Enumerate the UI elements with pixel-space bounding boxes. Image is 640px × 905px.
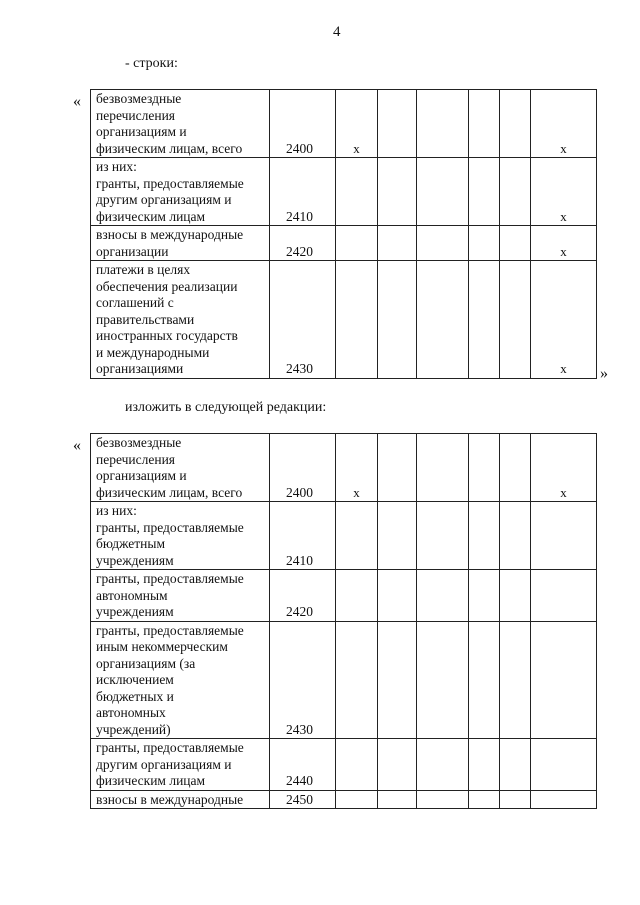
row-name-line: автономных [96,705,166,720]
row-code-cell: 2450 [270,790,336,809]
row-value-cell [469,90,500,158]
new-rows-table [90,433,597,809]
row-value-cell [417,790,469,809]
row-value-cell [417,502,469,570]
row-value-cell [336,502,378,570]
row-value-cell [336,158,378,226]
row-name-cell [91,502,270,570]
row-value-cell [336,739,378,791]
row-code-cell: 2420 [270,226,336,261]
row-value-cell [336,226,378,261]
old-rows-table [90,89,597,379]
row-name-line: физическим лицам, всего [96,484,243,500]
row-value-cell: x [531,261,597,379]
row-value-cell [336,790,378,809]
row-name-line: организациям и [96,468,187,483]
row-name-line: безвозмездные [96,91,182,106]
row-code-cell: 2430 [270,621,336,739]
row-name-line: организациям и [96,124,187,139]
row-name-cell [91,739,270,791]
row-value-cell [417,261,469,379]
row-name-line: организации [96,243,169,259]
row-name-line: платежи в целях [96,262,191,277]
table-row [91,790,597,809]
row-name-cell [91,90,270,158]
row-name-line: обеспечения реализации [96,278,238,294]
row-code-cell: 2400 [270,434,336,502]
closing-quote: » [600,365,608,382]
row-name-line: гранты, предоставляемые [96,175,244,191]
row-value-cell: x [531,158,597,226]
row-value-cell [500,90,531,158]
row-name-line: взносы в международные [96,227,244,242]
row-value-cell [417,621,469,739]
row-name-line: гранты, предоставляемые [96,571,244,586]
row-value-cell [531,621,597,739]
row-name-line: исключением [96,672,174,687]
row-value-cell [336,261,378,379]
row-name-line: бюджетных и [96,688,174,704]
row-value-cell [500,261,531,379]
table-row [91,226,597,261]
row-name-line: взносы в международные [96,791,244,807]
row-value-cell [417,739,469,791]
row-name-line: организациям (за [96,655,196,671]
row-name-cell [91,158,270,226]
row-value-cell [378,570,417,622]
row-name-cell [91,790,270,809]
row-name-line: из них: [96,503,137,518]
row-value-cell [469,158,500,226]
row-value-cell [417,570,469,622]
row-name-line: гранты, предоставляемые [96,740,244,755]
table-row [91,739,597,791]
row-name-line: гранты, предоставляемые [96,519,244,535]
row-value-cell [500,621,531,739]
row-name-line: учреждениям [96,604,174,619]
row-name-line: физическим лицам, всего [96,140,243,156]
row-value-cell [531,739,597,791]
row-value-cell [469,570,500,622]
row-value-cell [500,434,531,502]
row-name-cell [91,434,270,502]
row-name-line: другим организациям и [96,192,232,207]
row-name-cell [91,261,270,379]
row-value-cell [469,434,500,502]
row-value-cell [469,502,500,570]
table-row [91,158,597,226]
row-value-cell [469,790,500,809]
row-name-line: другим организациям и [96,756,232,772]
page-number: 4 [333,24,341,40]
row-name-line: иностранных государств [96,328,238,343]
row-code-cell: 2440 [270,739,336,791]
row-name-line: автономным [96,587,168,603]
row-value-cell [500,502,531,570]
row-value-cell [469,261,500,379]
intro-text-rows: - строки: [125,56,178,71]
table-row [91,621,597,739]
row-name-line: организациями [96,361,184,376]
row-value-cell [417,226,469,261]
row-value-cell [500,790,531,809]
intro-text-new-edition: изложить в следующей редакции: [125,400,327,415]
row-name-cell [91,621,270,739]
row-code-cell: 2430 [270,261,336,379]
row-value-cell: x [531,226,597,261]
row-name-line: правительствами [96,311,195,327]
row-name-line: учреждений) [96,721,171,737]
row-value-cell [469,739,500,791]
row-value-cell [378,226,417,261]
row-value-cell [500,570,531,622]
opening-quote-second: « [73,437,81,454]
row-value-cell [469,621,500,739]
row-value-cell [378,90,417,158]
row-value-cell: x [336,90,378,158]
row-name-line: учреждениям [96,552,174,568]
row-value-cell [378,158,417,226]
row-value-cell [531,502,597,570]
row-value-cell: x [531,434,597,502]
row-name-line: перечисления [96,451,176,467]
row-value-cell [378,621,417,739]
row-value-cell [378,739,417,791]
table-row [91,434,597,502]
table-row [91,261,597,379]
row-name-line: бюджетным [96,536,166,551]
row-name-line: безвозмездные [96,435,182,450]
row-name-line: физическим лицам [96,208,206,224]
row-name-line: гранты, предоставляемые [96,622,244,638]
row-value-cell [500,158,531,226]
row-value-cell [500,739,531,791]
row-name-line: перечисления [96,107,176,123]
row-value-cell [531,790,597,809]
row-name-cell [91,226,270,261]
row-name-line: иным некоммерческим [96,639,228,654]
row-value-cell [469,226,500,261]
row-code-cell: 2410 [270,158,336,226]
row-name-line: физическим лицам [96,773,206,788]
row-code-cell: 2410 [270,502,336,570]
row-value-cell: x [336,434,378,502]
table-row [91,90,597,158]
table-row [91,502,597,570]
row-value-cell [378,502,417,570]
row-value-cell [531,570,597,622]
row-value-cell [378,261,417,379]
row-value-cell [417,158,469,226]
row-value-cell [336,570,378,622]
row-code-cell: 2400 [270,90,336,158]
row-code-cell: 2420 [270,570,336,622]
row-value-cell [378,790,417,809]
table-row [91,570,597,622]
row-value-cell [500,226,531,261]
row-value-cell [378,434,417,502]
row-value-cell [336,621,378,739]
opening-quote: « [73,93,81,110]
row-name-line: соглашений с [96,295,174,310]
row-value-cell: x [531,90,597,158]
row-name-line: и международными [96,344,210,360]
row-name-cell [91,570,270,622]
row-name-line: из них: [96,159,137,174]
row-value-cell [417,434,469,502]
row-value-cell [417,90,469,158]
